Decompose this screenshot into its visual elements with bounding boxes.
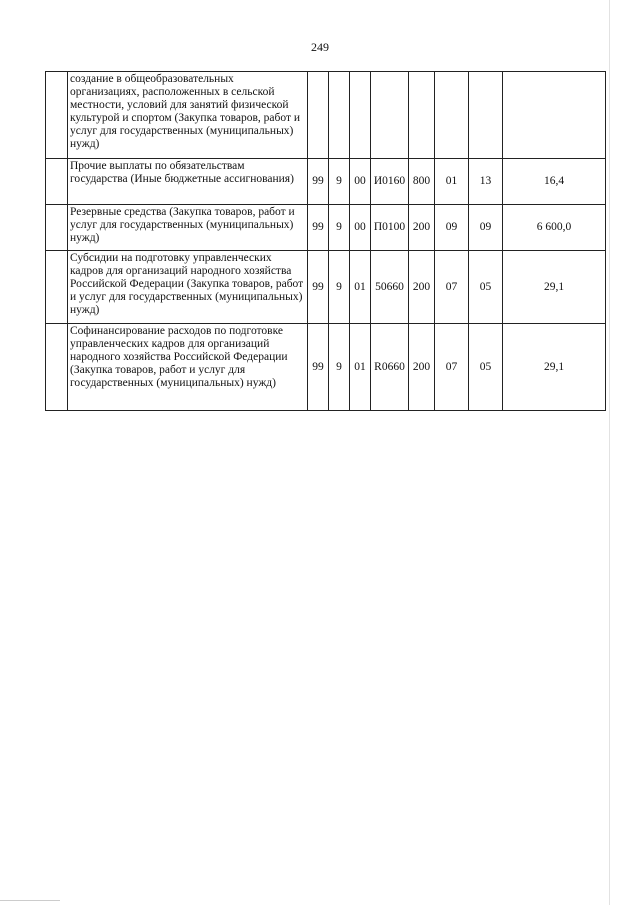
- subprogram-code-cell: 9: [329, 159, 350, 205]
- event-code-cell: 01: [350, 324, 371, 411]
- table-row: [46, 324, 606, 411]
- expense-type-cell: 200: [409, 324, 435, 411]
- expense-type-cell: 200: [409, 205, 435, 251]
- page-number: 249: [311, 40, 329, 54]
- amount-cell: 29,1: [503, 251, 606, 324]
- section-cell: 01: [435, 159, 469, 205]
- program-code-cell: 99: [308, 324, 329, 411]
- direction-code-cell: П0100: [371, 205, 409, 251]
- section-cell: 09: [435, 205, 469, 251]
- subprogram-code-cell: 9: [329, 205, 350, 251]
- index-cell: [46, 324, 68, 411]
- description-cell: Прочие выплаты по обязательствам государства (Иные бюджетные ассигнования): [68, 159, 308, 205]
- subsection-cell: 09: [469, 205, 503, 251]
- index-cell: [46, 251, 68, 324]
- table-row: [46, 72, 606, 159]
- subsection-cell: [469, 72, 503, 159]
- description-cell: Резервные средства (Закупка товаров, работ и услуг для государственных (муниципальных) нужд): [68, 205, 308, 251]
- amount-cell: 16,4: [503, 159, 606, 205]
- program-code-cell: 99: [308, 159, 329, 205]
- event-code-cell: 00: [350, 159, 371, 205]
- table-row: [46, 205, 606, 251]
- amount-cell: 6 600,0: [503, 205, 606, 251]
- section-cell: 07: [435, 251, 469, 324]
- description-cell: создание в общеобразовательных организациях, расположенных в сельской местности, условий для занятий физической культурой и спортом (Закупка товаров, работ и услуг для государственных (муниципальных) нужд): [68, 72, 308, 159]
- subprogram-code-cell: 9: [329, 324, 350, 411]
- event-code-cell: 00: [350, 205, 371, 251]
- scan-bottom-mark: [0, 900, 60, 901]
- index-cell: [46, 205, 68, 251]
- direction-code-cell: R0660: [371, 324, 409, 411]
- subsection-cell: 13: [469, 159, 503, 205]
- amount-cell: 29,1: [503, 324, 606, 411]
- direction-code-cell: И0160: [371, 159, 409, 205]
- amount-cell: [503, 72, 606, 159]
- index-cell: [46, 159, 68, 205]
- table-row: [46, 159, 606, 205]
- section-cell: [435, 72, 469, 159]
- event-code-cell: [350, 72, 371, 159]
- expense-type-cell: [409, 72, 435, 159]
- program-code-cell: 99: [308, 205, 329, 251]
- expense-type-cell: 200: [409, 251, 435, 324]
- direction-code-cell: [371, 72, 409, 159]
- subsection-cell: 05: [469, 251, 503, 324]
- table-row: [46, 251, 606, 324]
- scan-margin-line: [609, 0, 610, 905]
- index-cell: [46, 72, 68, 159]
- expense-type-cell: 800: [409, 159, 435, 205]
- subprogram-code-cell: [329, 72, 350, 159]
- subprogram-code-cell: 9: [329, 251, 350, 324]
- event-code-cell: 01: [350, 251, 371, 324]
- section-cell: 07: [435, 324, 469, 411]
- program-code-cell: 99: [308, 251, 329, 324]
- subsection-cell: 05: [469, 324, 503, 411]
- description-cell: Софинансирование расходов по подготовке управленческих кадров для организаций народного хозяйства Российской Федерации (Закупка товаров, работ и услуг для государственных (муниципальных) нужд): [68, 324, 308, 411]
- description-cell: Субсидии на подготовку управленческих кадров для организаций народного хозяйства Российской Федерации (Закупка товаров, работ и услуг для государственных (муниципальных) нужд): [68, 251, 308, 324]
- direction-code-cell: 50660: [371, 251, 409, 324]
- program-code-cell: [308, 72, 329, 159]
- budget-table: [45, 71, 606, 411]
